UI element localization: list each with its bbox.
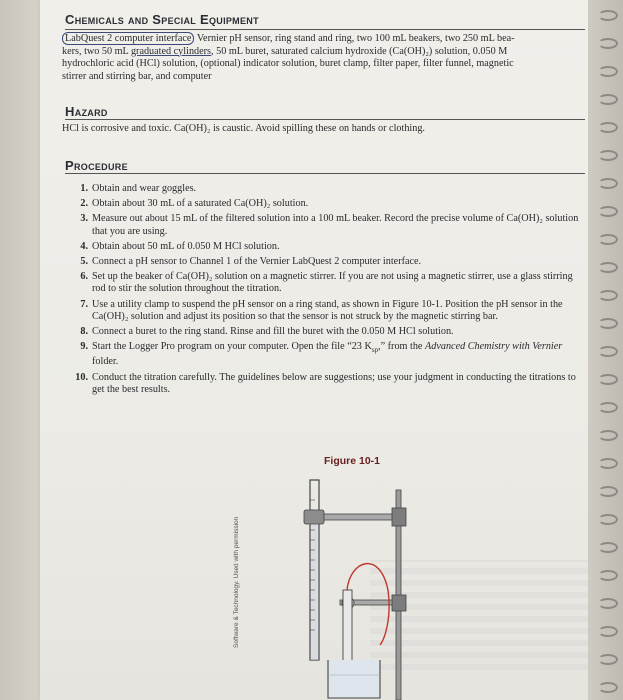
chemicals-heading: Chemicals and Special Equipment bbox=[65, 12, 259, 27]
chemicals-line-2b: , 50 mL buret, saturated calcium hydroxide (Ca(OH)₂) solution, 0.050 M bbox=[211, 45, 508, 57]
step-text: Connect a pH sensor to Channel 1 of the Vernier LabQuest 2 computer interface. bbox=[92, 256, 422, 268]
hazard-text: HCl is corrosive and toxic. Ca(OH)₂ is caustic. Avoid spilling these on hands or clothing. bbox=[62, 123, 425, 134]
spiral-ring bbox=[598, 458, 618, 469]
chemicals-line-4: stirrer and stirring bar, and computer bbox=[62, 70, 212, 82]
step-text: Start the Logger Pro program on your computer. Open the file “23 K bbox=[92, 341, 372, 353]
step-text-end: folder. bbox=[92, 356, 119, 368]
spiral-ring bbox=[598, 626, 618, 637]
step-text: Measure out about 15 mL of the filtered solution into a 100 mL beaker. Record the precise volume of Ca(OH)₂ solution that you are using. bbox=[92, 213, 579, 237]
spiral-ring bbox=[598, 486, 618, 497]
step-text: Connect a buret to the ring stand. Rinse and fill the buret with the 0.050 M HCl solution. bbox=[92, 326, 454, 338]
step-number: 6. bbox=[80, 271, 88, 283]
spiral-binding bbox=[588, 0, 623, 700]
step-text: Obtain about 50 mL of 0.050 M HCl solution. bbox=[92, 240, 280, 252]
spiral-ring bbox=[598, 682, 618, 693]
spiral-ring bbox=[598, 430, 618, 441]
spiral-ring bbox=[598, 122, 618, 133]
step-number: 9. bbox=[80, 341, 88, 353]
step-text: Conduct the titration carefully. The guidelines below are suggestions; use your judgment in conducting the titrations to get the best results. bbox=[92, 371, 576, 395]
spiral-ring bbox=[598, 178, 618, 189]
buret-clamp bbox=[304, 508, 406, 526]
step-number: 1. bbox=[80, 183, 88, 194]
figure-title: Figure 10-1 bbox=[324, 455, 381, 467]
spiral-ring bbox=[598, 654, 618, 665]
spiral-ring bbox=[598, 150, 618, 161]
step-item bbox=[62, 198, 582, 210]
step-item bbox=[62, 183, 582, 195]
step-number: 3. bbox=[80, 213, 88, 225]
chemicals-line-2a: kers, two 50 mL bbox=[62, 45, 131, 57]
procedure-heading: Procedure bbox=[65, 158, 128, 173]
step-item bbox=[62, 299, 582, 323]
spiral-ring bbox=[598, 374, 618, 385]
step-number: 8. bbox=[80, 326, 88, 338]
chemicals-line-2 bbox=[62, 46, 577, 59]
step-number: 10. bbox=[75, 371, 88, 383]
step-item bbox=[62, 271, 582, 295]
step-item bbox=[62, 341, 582, 368]
folder-name: Advanced Chemistry with Vernier bbox=[425, 341, 563, 353]
spiral-ring bbox=[598, 66, 618, 77]
spiral-ring bbox=[598, 94, 618, 105]
spiral-ring bbox=[598, 10, 618, 21]
beaker bbox=[328, 660, 380, 698]
spiral-ring bbox=[598, 570, 618, 581]
labquest-annotation: LabQuest 2 computer interface bbox=[62, 32, 194, 45]
step-text: Set up the beaker of Ca(OH)₂ solution on a magnetic stirrer. If you are not using a magnetic stirrer, use a glass stirring rod to stir the solution throughout the titration. bbox=[92, 271, 573, 295]
chemicals-line-1 bbox=[62, 33, 577, 46]
step-item bbox=[62, 326, 582, 338]
figure-credit: Software & Technology. Used with permission bbox=[233, 516, 240, 648]
step-text-cont: ,” from the bbox=[378, 341, 426, 353]
chemicals-line-1-text: Vernier pH sensor, ring stand and ring, two 100 mL beakers, two 250 mL bea- bbox=[194, 33, 515, 44]
procedure-rule bbox=[65, 173, 585, 174]
chemicals-line-3: hydrochloric acid (HCl) solution, (optional) indicator solution, buret clamp, filter paper, filter funnel, magnetic bbox=[62, 58, 514, 69]
spiral-ring bbox=[598, 346, 618, 357]
buret bbox=[310, 480, 319, 660]
spiral-ring bbox=[598, 290, 618, 301]
spiral-ring bbox=[598, 514, 618, 525]
step-item bbox=[62, 256, 582, 268]
spiral-ring bbox=[598, 38, 618, 49]
step-item bbox=[62, 213, 582, 237]
step-item bbox=[62, 241, 582, 253]
step-number: 5. bbox=[80, 256, 88, 268]
chemicals-list bbox=[62, 33, 577, 83]
graduated-cylinders-annotation: graduated cylinders bbox=[130, 45, 212, 57]
ksp-subscript: sp bbox=[371, 346, 379, 355]
step-text: Use a utility clamp to suspend the pH sensor on a ring stand, as shown in Figure 10-1. Position the pH sensor in the Ca(OH)₂ solution and adjust its position so that the sensor is not struck by the magnetic stirring bar. bbox=[92, 298, 563, 322]
step-number: 7. bbox=[80, 298, 88, 310]
hazard-heading: Hazard bbox=[65, 104, 108, 119]
ring-stand-figure bbox=[280, 470, 460, 700]
step-text: Obtain about 30 mL of a saturated Ca(OH)₂ solution. bbox=[92, 198, 309, 210]
spiral-ring bbox=[598, 318, 618, 329]
workbook-page bbox=[40, 0, 588, 700]
spiral-ring bbox=[598, 206, 618, 217]
procedure-steps bbox=[62, 183, 582, 399]
step-item bbox=[62, 372, 582, 396]
spiral-ring bbox=[598, 542, 618, 553]
spiral-ring bbox=[598, 262, 618, 273]
adjacent-page-edge bbox=[0, 0, 40, 700]
step-number: 2. bbox=[80, 198, 88, 210]
chemicals-rule bbox=[65, 29, 585, 30]
step-text: Obtain and wear goggles. bbox=[92, 183, 197, 194]
spiral-ring bbox=[598, 598, 618, 609]
step-number: 4. bbox=[80, 240, 88, 252]
spiral-ring bbox=[598, 402, 618, 413]
hazard-rule bbox=[65, 119, 585, 120]
spiral-ring bbox=[598, 234, 618, 245]
